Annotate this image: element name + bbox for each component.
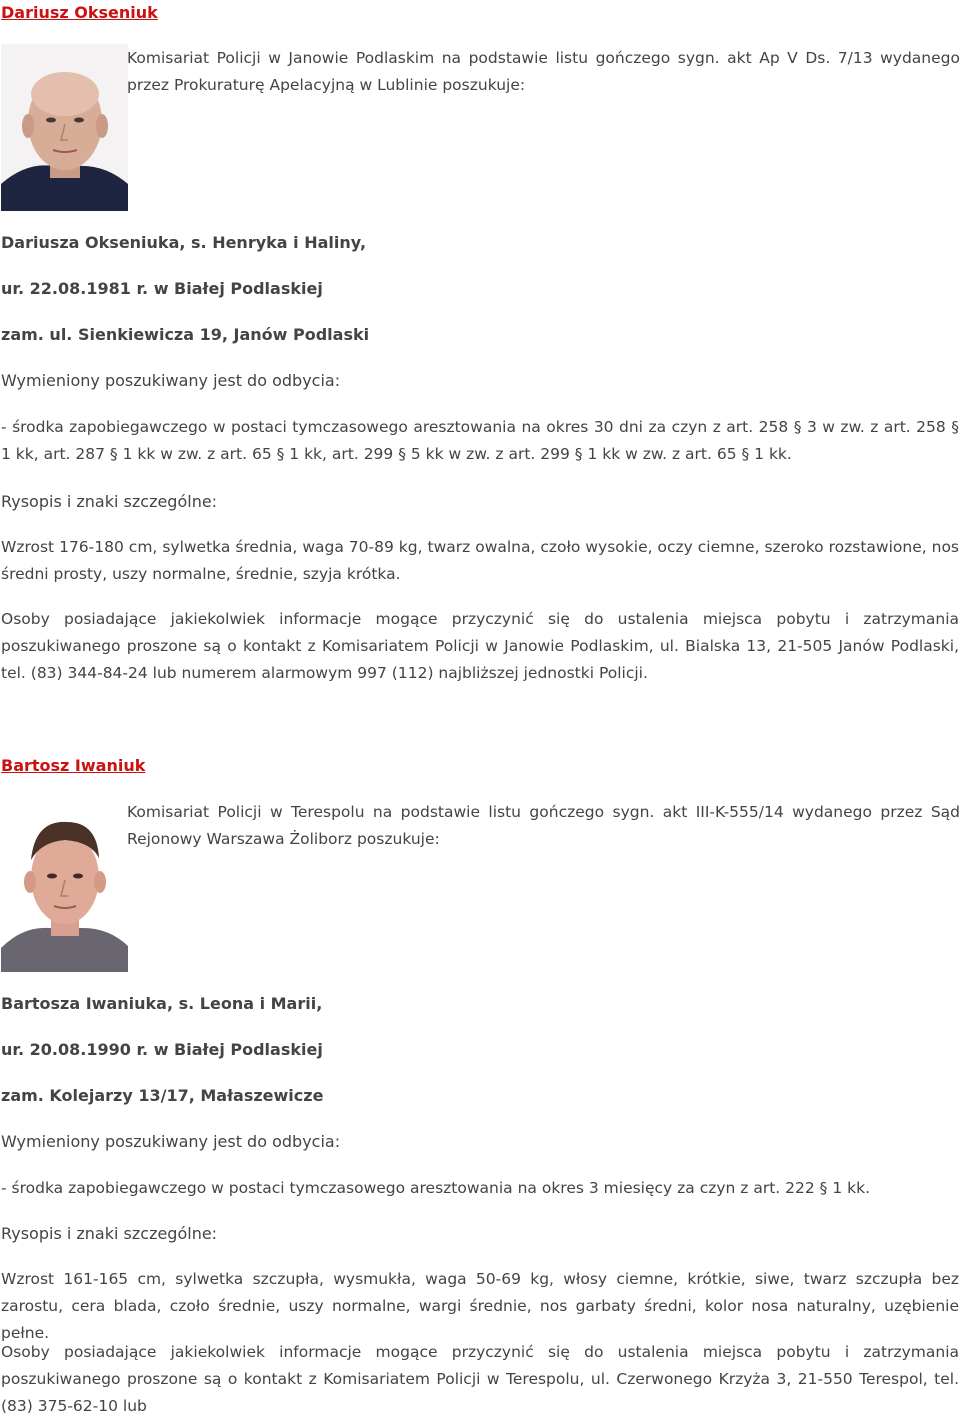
- person-identity: Bartosza Iwaniuka, s. Leona i Marii,: [1, 994, 323, 1013]
- person-photo: [1, 44, 128, 211]
- contact-info: Osoby posiadające jakiekolwiek informacje mogące przyczynić się do ustalenia miejsca pobytu i zatrzymania poszukiwanego proszone są o kontakt z Komisariatem Policji w Terespolu, ul. Czerwonego Krzyża 3, 21-550 Terespol, tel. (83) 375-62-10 lub: [1, 1343, 959, 1415]
- wanted-heading: Wymieniony poszukiwany jest do odbycia:: [1, 371, 341, 390]
- person-name-link[interactable]: Dariusz Okseniuk: [1, 3, 158, 22]
- person-identity: Dariusza Okseniuka, s. Henryka i Haliny,: [1, 233, 367, 252]
- person-address: zam. ul. Sienkiewicza 19, Janów Podlaski: [1, 325, 370, 344]
- description-heading: Rysopis i znaki szczególne:: [1, 1224, 218, 1243]
- person-photo: [1, 798, 128, 972]
- description-heading: Rysopis i znaki szczególne:: [1, 492, 218, 511]
- person-description: Wzrost 161-165 cm, sylwetka szczupła, wysmukła, waga 50-69 kg, włosy ciemne, krótkie, siwe, twarz szczupła bez zarostu, cera blada, czoło średnie, uszy normalne, wargi średnie, nos garbaty średni, kolor nosa naturalny, uzębienie pełne.: [1, 1270, 959, 1342]
- person-name-link[interactable]: Bartosz Iwaniuk: [1, 756, 146, 775]
- person-birth: ur. 22.08.1981 r. w Białej Podlaskiej: [1, 279, 323, 298]
- person-description: Wzrost 176-180 cm, sylwetka średnia, waga 70-89 kg, twarz owalna, czoło wysokie, oczy ciemne, szeroko rozstawione, nos średni prosty, uszy normalne, średnie, szyja krótka.: [1, 538, 959, 583]
- person-address: zam. Kolejarzy 13/17, Małaszewicze: [1, 1086, 324, 1105]
- wanted-heading: Wymieniony poszukiwany jest do odbycia:: [1, 1132, 341, 1151]
- preventive-measure: - środka zapobiegawczego w postaci tymczasowego aresztowania na okres 3 miesięcy za czyn z art. 222 § 1 kk.: [1, 1179, 871, 1197]
- search-announcement: Komisariat Policji w Terespolu na podstawie listu gończego sygn. akt III-K-555/14 wydanego przez Sąd Rejonowy Warszawa Żoliborz poszukuje:: [127, 803, 960, 848]
- search-announcement: Komisariat Policji w Janowie Podlaskim na podstawie listu gończego sygn. akt Ap V Ds. 7/13 wydanego przez Prokuraturę Apelacyjną w Lublinie poszukuje:: [127, 49, 960, 94]
- preventive-measure: - środka zapobiegawczego w postaci tymczasowego aresztowania na okres 30 dni za czyn z art. 258 § 3 w zw. z art. 258 § 1 kk, art. 287 § 1 kk w zw. z art. 65 § 1 kk, art. 299 § 5 kk w zw. z art. 299 § 1 kk w zw. z art. 65 § 1 kk.: [1, 418, 959, 463]
- person-birth: ur. 20.08.1990 r. w Białej Podlaskiej: [1, 1040, 323, 1059]
- contact-info: Osoby posiadające jakiekolwiek informacje mogące przyczynić się do ustalenia miejsca pobytu i zatrzymania poszukiwanego proszone są o kontakt z Komisariatem Policji w Janowie Podlaskim, ul. Bialska 13, 21-505 Janów Podlaski, tel. (83) 344-84-24 lub numerem alarmowym 997 (112) najbliższej jednostki Policji.: [1, 610, 959, 682]
